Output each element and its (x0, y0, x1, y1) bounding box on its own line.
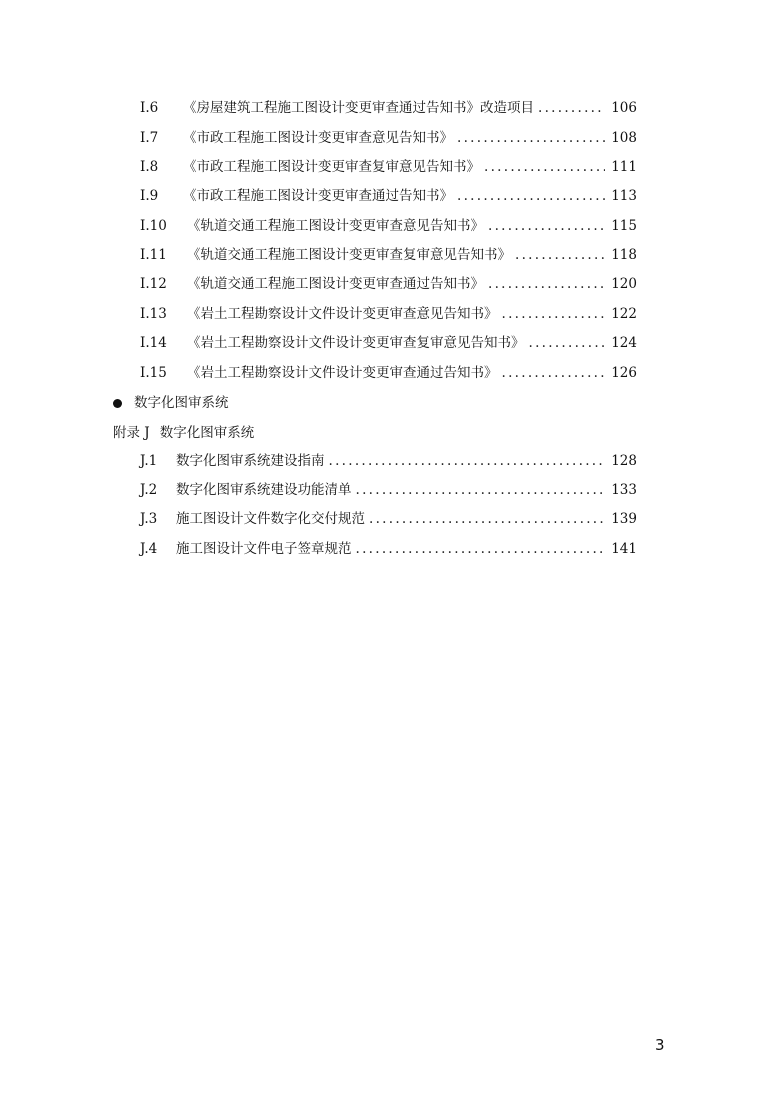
toc-entry-page: 106 (611, 100, 637, 116)
leader-dots (356, 540, 606, 558)
toc-entry-page: 124 (611, 335, 637, 351)
bullet-icon (113, 399, 122, 408)
toc-entry-page: 108 (611, 130, 637, 146)
toc-entry-number: J.1 (140, 453, 158, 469)
toc-entry-i8[interactable] (140, 158, 637, 176)
toc-entry-page: 122 (611, 306, 637, 322)
toc-entry-number: I.12 (140, 276, 167, 292)
toc-entry-page: 115 (611, 218, 637, 234)
toc-entry-j4[interactable] (140, 540, 637, 558)
toc-entry-i15[interactable] (140, 364, 637, 382)
toc-entry-i6[interactable] (140, 99, 637, 117)
toc-entry-title: 数字化图审系统建设指南 (176, 453, 325, 469)
section-bullet-heading[interactable] (113, 394, 229, 412)
leader-dots (457, 187, 605, 205)
toc-entry-number: I.6 (140, 100, 159, 116)
toc-entry-title: 《市政工程施工图设计变更审查通过告知书》 (183, 188, 453, 204)
toc-entry-page: 111 (611, 159, 637, 175)
toc-entry-i11[interactable] (140, 246, 637, 264)
toc-entry-number: I.15 (140, 365, 167, 381)
toc-entry-number: J.4 (140, 541, 158, 557)
toc-entry-number: I.7 (140, 130, 159, 146)
leader-dots (356, 481, 606, 499)
toc-entry-page: 120 (611, 276, 637, 292)
leader-dots (502, 364, 606, 382)
toc-entry-page: 133 (611, 482, 637, 498)
leader-dots (502, 305, 606, 323)
toc-entry-j2[interactable] (140, 481, 637, 499)
toc-entry-number: J.3 (140, 511, 158, 527)
toc-entry-title: 《市政工程施工图设计变更审查意见告知书》 (183, 130, 453, 146)
toc-entry-number: I.14 (140, 335, 167, 351)
appendix-label: 附录 J (113, 425, 150, 441)
toc-entry-title: 《轨道交通工程施工图设计变更审查意见告知书》 (187, 218, 484, 234)
leader-dots (488, 217, 605, 235)
toc-entry-j3[interactable] (140, 510, 637, 528)
appendix-heading[interactable] (113, 424, 254, 442)
toc-entry-page: 128 (611, 453, 637, 469)
leader-dots (515, 246, 605, 264)
toc-entry-i9[interactable] (140, 187, 637, 205)
toc-entry-title: 数字化图审系统建设功能清单 (176, 482, 352, 498)
toc-entry-page: 139 (611, 511, 637, 527)
toc-entry-title: 《岩土工程勘察设计文件设计变更审查通过告知书》 (187, 365, 498, 381)
toc-entry-title: 《轨道交通工程施工图设计变更审查通过告知书》 (187, 276, 484, 292)
toc-entry-title: 施工图设计文件电子签章规范 (176, 541, 352, 557)
toc-entry-title: 《岩土工程勘察设计文件设计变更审查意见告知书》 (187, 306, 498, 322)
toc-entry-i14[interactable] (140, 334, 637, 352)
toc-entry-title: 《房屋建筑工程施工图设计变更审查通过告知书》改造项目 (183, 100, 534, 116)
toc-entry-j1[interactable] (140, 452, 637, 470)
leader-dots (529, 334, 606, 352)
toc-entry-number: I.9 (140, 188, 159, 204)
toc-entry-title: 《市政工程施工图设计变更审查复审意见告知书》 (183, 159, 480, 175)
toc-entry-number: I.8 (140, 159, 159, 175)
toc-entry-number: I.13 (140, 306, 167, 322)
toc-entry-i7[interactable] (140, 129, 637, 147)
leader-dots (369, 510, 605, 528)
leader-dots (457, 129, 605, 147)
toc-entry-i12[interactable] (140, 275, 637, 293)
toc-entry-i13[interactable] (140, 305, 637, 323)
toc-entry-number: J.2 (140, 482, 158, 498)
toc-entry-title: 《岩土工程勘察设计文件设计变更审查复审意见告知书》 (187, 335, 525, 351)
toc-entry-number: I.11 (140, 247, 167, 263)
leader-dots (488, 275, 605, 293)
section-bullet-label: 数字化图审系统 (134, 395, 229, 411)
appendix-title: 数字化图审系统 (159, 425, 255, 441)
toc-entry-page: 113 (611, 188, 637, 204)
toc-entry-page: 118 (611, 247, 637, 263)
toc-entry-i10[interactable] (140, 217, 637, 235)
toc-entry-title: 施工图设计文件数字化交付规范 (176, 511, 365, 527)
toc-entry-number: I.10 (140, 218, 167, 234)
leader-dots (329, 452, 606, 470)
toc-entry-title: 《轨道交通工程施工图设计变更审查复审意见告知书》 (187, 247, 511, 263)
toc-entry-page: 141 (611, 541, 637, 557)
page-number: 3 (655, 1036, 665, 1054)
toc-entry-page: 126 (611, 365, 637, 381)
leader-dots (538, 99, 605, 117)
leader-dots (484, 158, 605, 176)
